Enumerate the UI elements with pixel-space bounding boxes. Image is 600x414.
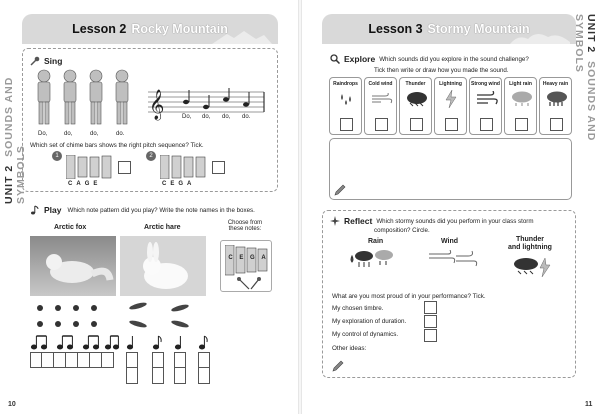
sing-heading (30, 56, 62, 66)
answer-boxes-fox (30, 352, 114, 368)
sound-label: Strong wind (471, 81, 500, 87)
children-singing-illustration (32, 66, 140, 130)
letter: A (76, 181, 85, 187)
cloud-decoration-icon (510, 30, 570, 44)
pencil-icon (334, 184, 346, 196)
thunder-lightning-icon (512, 256, 554, 278)
letter: G (84, 181, 94, 187)
heavy-rain-icon (546, 91, 568, 107)
reflect-option-wind[interactable]: Wind (441, 238, 459, 245)
choose-label (216, 220, 274, 232)
notation-syllable-3: do, (222, 114, 231, 120)
letter: C (162, 181, 171, 187)
hare-label: Arctic hare (144, 224, 181, 231)
reflect-heading (330, 216, 534, 226)
answer-box[interactable] (152, 352, 164, 368)
option-label-line2: and lightning (508, 244, 552, 251)
rhythm-pattern-fox (30, 334, 120, 350)
tick-box-cold-wind[interactable] (375, 118, 388, 131)
lesson-number: Lesson 3 (368, 22, 423, 36)
play-heading (30, 205, 255, 215)
letter: E (93, 181, 102, 187)
explore-instruction-1: Which sounds did you explore in the sound challenge? (379, 55, 529, 63)
choose-letter: G (250, 255, 255, 261)
thunder-icon (406, 91, 428, 107)
microphone-icon (30, 56, 40, 66)
unit-label: UNIT 2 (585, 14, 597, 54)
sound-card-thunder (399, 77, 432, 135)
explore-title: Explore (344, 54, 376, 64)
chime-bars-choose (225, 245, 269, 279)
sound-cards (329, 77, 572, 135)
choose-notes-chimes (220, 240, 272, 292)
option-label-line1: Thunder (515, 236, 544, 243)
music-note-icon (30, 205, 40, 215)
tick-box-duration[interactable] (424, 315, 437, 328)
unit-tab-right (573, 14, 597, 204)
play-instruction: Which note pattern did you play? Write the note names in the boxes. (67, 206, 255, 214)
syllable-3: do, (90, 131, 99, 137)
sing-title: Sing (44, 56, 63, 66)
letter: E (170, 181, 179, 187)
letters-option-1 (68, 181, 101, 187)
tick-box-raindrops[interactable] (340, 118, 353, 131)
chime-option-1 (52, 151, 142, 189)
tick-box-option-2[interactable] (212, 161, 225, 174)
lesson-title: Rocky Mountain (131, 22, 228, 36)
rhythm-pattern-hare (126, 334, 212, 350)
arctic-hare-photo (120, 236, 206, 296)
sound-label: Raindrops (333, 81, 358, 87)
sing-question: Which set of chime bars shows the right pitch sequence? Tick. (30, 142, 204, 149)
sound-card-cold-wind (364, 77, 397, 135)
reflect-option-rain[interactable]: Rain (368, 238, 384, 245)
sound-label: Heavy rain (542, 81, 569, 87)
proud-option-duration: My exploration of duration. (332, 318, 407, 325)
letter: C (68, 181, 77, 187)
explore-heading (330, 54, 529, 64)
answer-box[interactable] (90, 352, 102, 368)
book-gutter (298, 0, 302, 414)
lesson-number: Lesson 2 (72, 22, 127, 36)
wind-icon (428, 250, 478, 268)
answer-box[interactable] (66, 352, 78, 368)
explore-drawing-box[interactable] (329, 138, 572, 200)
lesson-header (22, 14, 278, 44)
reflect-title: Reflect (344, 216, 373, 226)
answer-box[interactable] (174, 352, 186, 368)
chime-option-2 (146, 151, 236, 189)
other-ideas-label: Other ideas: (332, 345, 367, 352)
answer-boxes-hare (126, 352, 212, 386)
magnifier-icon (330, 54, 340, 64)
unit-title: SOUNDS AND SYMBOLS (3, 76, 27, 204)
page-number-right: 11 (585, 401, 593, 408)
choose-letter: E (239, 255, 244, 261)
reflect-instruction-2: composition? Circle. (374, 227, 430, 234)
answer-box[interactable] (152, 368, 164, 384)
notation-syllable-1: Do, (182, 114, 192, 120)
tick-box-dynamics[interactable] (424, 329, 437, 342)
reflect-option-thunder-lightning[interactable] (508, 236, 552, 252)
cold-wind-icon (371, 93, 393, 105)
rain-icon (350, 248, 400, 270)
letters-option-2 (162, 181, 195, 187)
answer-box[interactable] (42, 352, 54, 368)
option-number-2: 2 (146, 151, 156, 161)
answer-box[interactable] (54, 352, 66, 368)
unit-title: SOUNDS AND SYMBOLS (573, 14, 597, 142)
proud-option-dynamics: My control of dynamics. (332, 331, 399, 338)
sound-card-heavy-rain (539, 77, 572, 135)
beaters-icon (237, 277, 261, 291)
tick-box-light-rain[interactable] (515, 118, 528, 131)
choose-letter: A (261, 255, 266, 261)
answer-box[interactable] (126, 368, 138, 384)
lesson-title: Stormy Mountain (427, 22, 530, 36)
tick-box-heavy-rain[interactable] (550, 118, 563, 131)
sound-card-light-rain (504, 77, 537, 135)
answer-box[interactable] (198, 368, 210, 384)
notation-syllable-4: do. (242, 114, 251, 120)
raindrops-icon (338, 92, 356, 106)
answer-box[interactable] (102, 352, 114, 368)
answer-box[interactable] (126, 352, 138, 368)
explore-instruction-2: Tick then write or draw how you made the sound. (374, 67, 509, 74)
arctic-fox-photo (30, 236, 116, 296)
unit-tab-left (3, 14, 27, 204)
tick-box-lightning[interactable] (445, 118, 458, 131)
pencil-icon (332, 360, 344, 372)
sound-card-raindrops (329, 77, 362, 135)
choose-line-1: Choose from (227, 220, 263, 226)
sound-label: Lightning (439, 81, 462, 87)
letter: G (178, 181, 188, 187)
choose-letters (225, 255, 269, 261)
lightning-icon (445, 90, 457, 108)
tick-box-thunder[interactable] (410, 118, 423, 131)
sound-card-strong-wind (469, 77, 502, 135)
answer-box[interactable] (198, 352, 210, 368)
tick-box-strong-wind[interactable] (480, 118, 493, 131)
chime-bars-2 (160, 155, 206, 179)
reflect-sparkle-icon (330, 216, 340, 226)
light-rain-icon (511, 91, 533, 107)
sound-card-lightning (434, 77, 467, 135)
reflect-instruction-1: Which stormy sounds did you perform in your class storm (376, 217, 534, 225)
notation-syllable-2: do, (202, 114, 211, 120)
syllable-2: do, (64, 131, 73, 137)
fox-label: Arctic fox (54, 224, 87, 231)
strong-wind-icon (476, 91, 498, 107)
syllable-1: Do, (38, 131, 48, 137)
answer-box[interactable] (174, 368, 186, 384)
answer-box[interactable] (78, 352, 90, 368)
tick-box-option-1[interactable] (118, 161, 131, 174)
page-number-left: 10 (8, 401, 16, 408)
lesson-header-right (322, 14, 576, 44)
svg-text:𝄞: 𝄞 (149, 90, 165, 120)
mountain-decoration-icon (212, 30, 272, 44)
sound-label: Thunder (405, 81, 426, 87)
proud-option-timbre: My chosen timbre. (332, 305, 384, 312)
letter: A (187, 181, 196, 187)
sound-label: Cold wind (368, 81, 393, 87)
unit-label: UNIT 2 (3, 164, 15, 204)
proud-question: What are you most proud of in your performance? Tick. (332, 293, 486, 300)
chime-bars-1 (66, 155, 112, 179)
play-title: Play (44, 205, 62, 215)
tick-box-timbre[interactable] (424, 301, 437, 314)
option-number-1: 1 (52, 151, 62, 161)
animal-tracks (30, 300, 250, 334)
sound-label: Light rain (509, 81, 532, 87)
choose-line-2: these notes: (228, 226, 262, 232)
syllable-4: do. (116, 131, 125, 137)
answer-box[interactable] (30, 352, 42, 368)
choose-letter: C (228, 255, 233, 261)
